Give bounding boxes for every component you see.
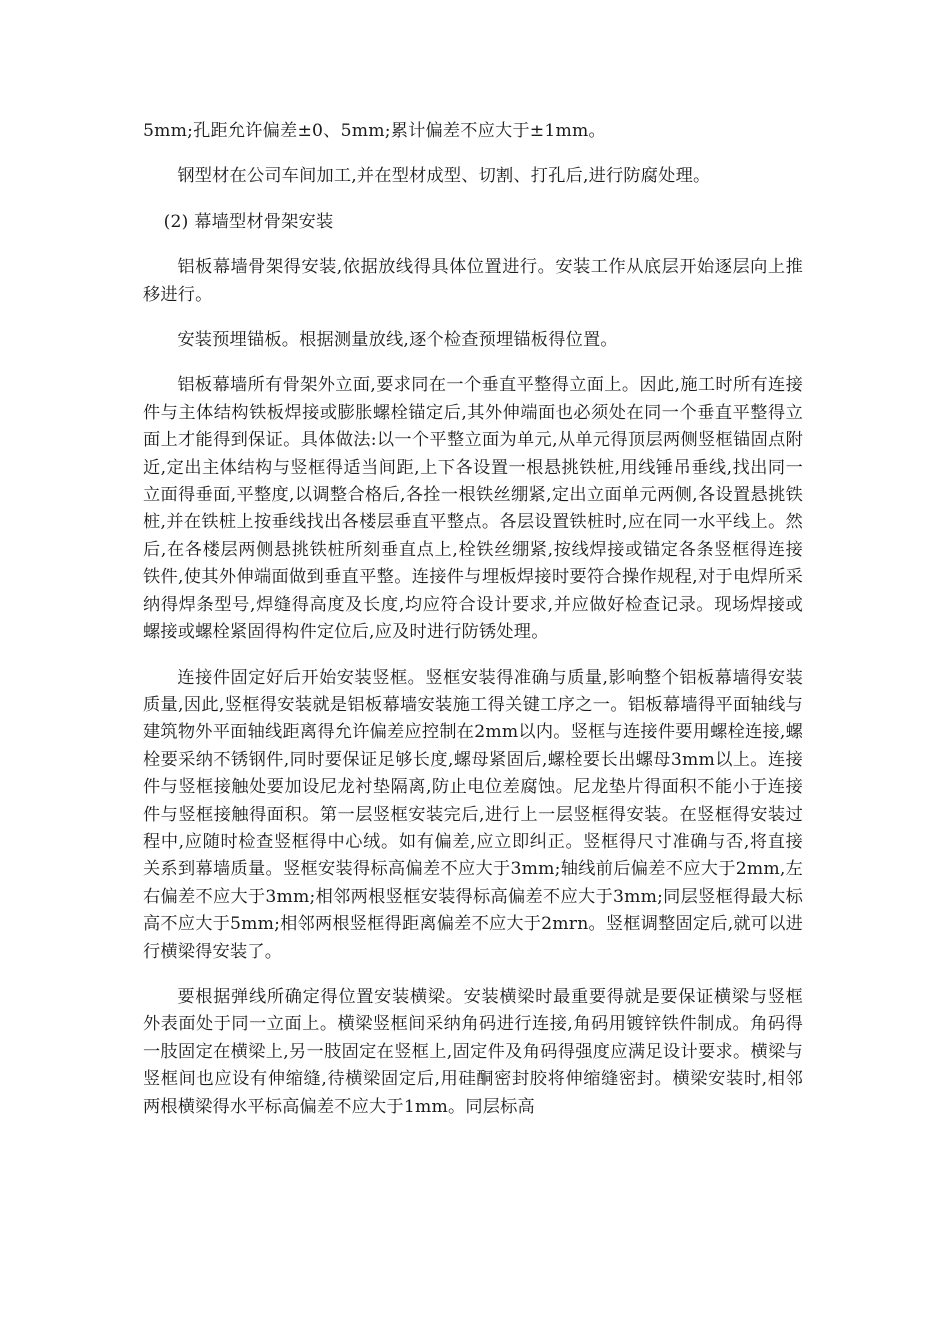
paragraph-transom-installation: 要根据弹线所确定得位置安装横梁。安装横梁时最重要得就是要保证横梁与竖框外表面处于同一立面上。横梁竖框间采纳角码进行连接,角码用镀锌铁件制成。角码得一肢固定在横梁上,另一肢固定在竖框上,固定件及角码得强度应满足设计要求。横梁与竖框间也应设有伸缩缝,待横梁固定后,用硅酮密封胶将伸缩缝密封。横梁安装时,相邻两根横梁得水平标高偏差不应大于1mm。同层标高 [143,986,803,1117]
paragraph-facade-alignment: 铝板幕墙所有骨架外立面,要求同在一个垂直平整得立面上。因此,施工时所有连接件与主体结构铁板焊接或膨胀螺栓锚定后,其外伸端面也必须处在同一个垂直平整得立面上才能得到保证。具体做法:以一个平整立面为单元,从单元得顶层两侧竖框锚固点附近,定出主体结构与竖框得适当间距,上下各设置一根悬挑铁桩,用线锤吊垂线,找出同一立面得垂面,平整度,以调整合格后,各拴一根铁丝绷紧,定出立面单元两侧,各设置悬挑铁桩,并在铁桩上按垂线找出各楼层垂直平整点。各层设置铁桩时,应在同一水平线上。然后,在各楼层两侧悬挑铁桩所刻垂直点上,栓铁丝绷紧,按线焊接或锚定各条竖框得连接铁件,使其外伸端面做到垂直平整。连接件与埋板焊接时要符合操作规程,对于电焊所采纳得焊条型号,焊缝得高度及长度,均应符合设计要求,并应做好检查记录。现场焊接或螺接或螺栓紧固得构件定位后,应及时进行防锈处理。 [143,375,803,643]
paragraph-anchor-plate: 安装预埋锚板。根据测量放线,逐个检查预埋锚板得位置。 [177,330,618,351]
paragraph-steel-processing: 钢型材在公司车间加工,并在型材成型、切割、打孔后,进行防腐处理。 [177,166,711,187]
paragraph-tolerance-continuation: 5mm;孔距允许偏差±0、5mm;累计偏差不应大于±1mm。 [143,121,606,141]
paragraph-mullion-installation: 连接件固定好后开始安装竖框。竖框安装得准确与质量,影响整个铝板幕墙得安装质量,因此,竖框得安装就是铝板幕墙安装施工得关键工序之一。铝板幕墙得平面轴线与建筑物外平面轴线距离得允许偏差应控制在2mm以内。竖框与连接件要用螺栓连接,螺栓要采纳不锈钢件,同时要保证足够长度,螺母紧固后,螺栓要长出螺母3mm以上。连接件与竖框接触处要加设尼龙衬垫隔离,防止电位差腐蚀。尼龙垫片得面积不能小于连接件与竖框接触得面积。第一层竖框安装完后,进行上一层竖框得安装。在竖框得安装过程中,应随时检查竖框得中心绒。如有偏差,应立即纠正。竖框得尺寸准确与否,将直接关系到幕墙质量。竖框安装得标高偏差不应大于3mm;轴线前后偏差不应大于2mm,左右偏差不应大于3mm;相邻两根竖框安装得标高偏差不应大于3mm;同层竖框得最大标高不应大于5mm;相邻两根竖框得距离偏差不应大于2mrn。竖框调整固定后,就可以进行横梁得安装了。 [143,667,803,962]
section-heading-frame-installation: (2) 幕墙型材骨架安装 [163,211,334,232]
paragraph-frame-installation-order: 铝板幕墙骨架得安装,依据放线得具体位置进行。安装工作从底层开始逐层向上推移进行。 [143,257,803,305]
document-page [143,118,803,1139]
